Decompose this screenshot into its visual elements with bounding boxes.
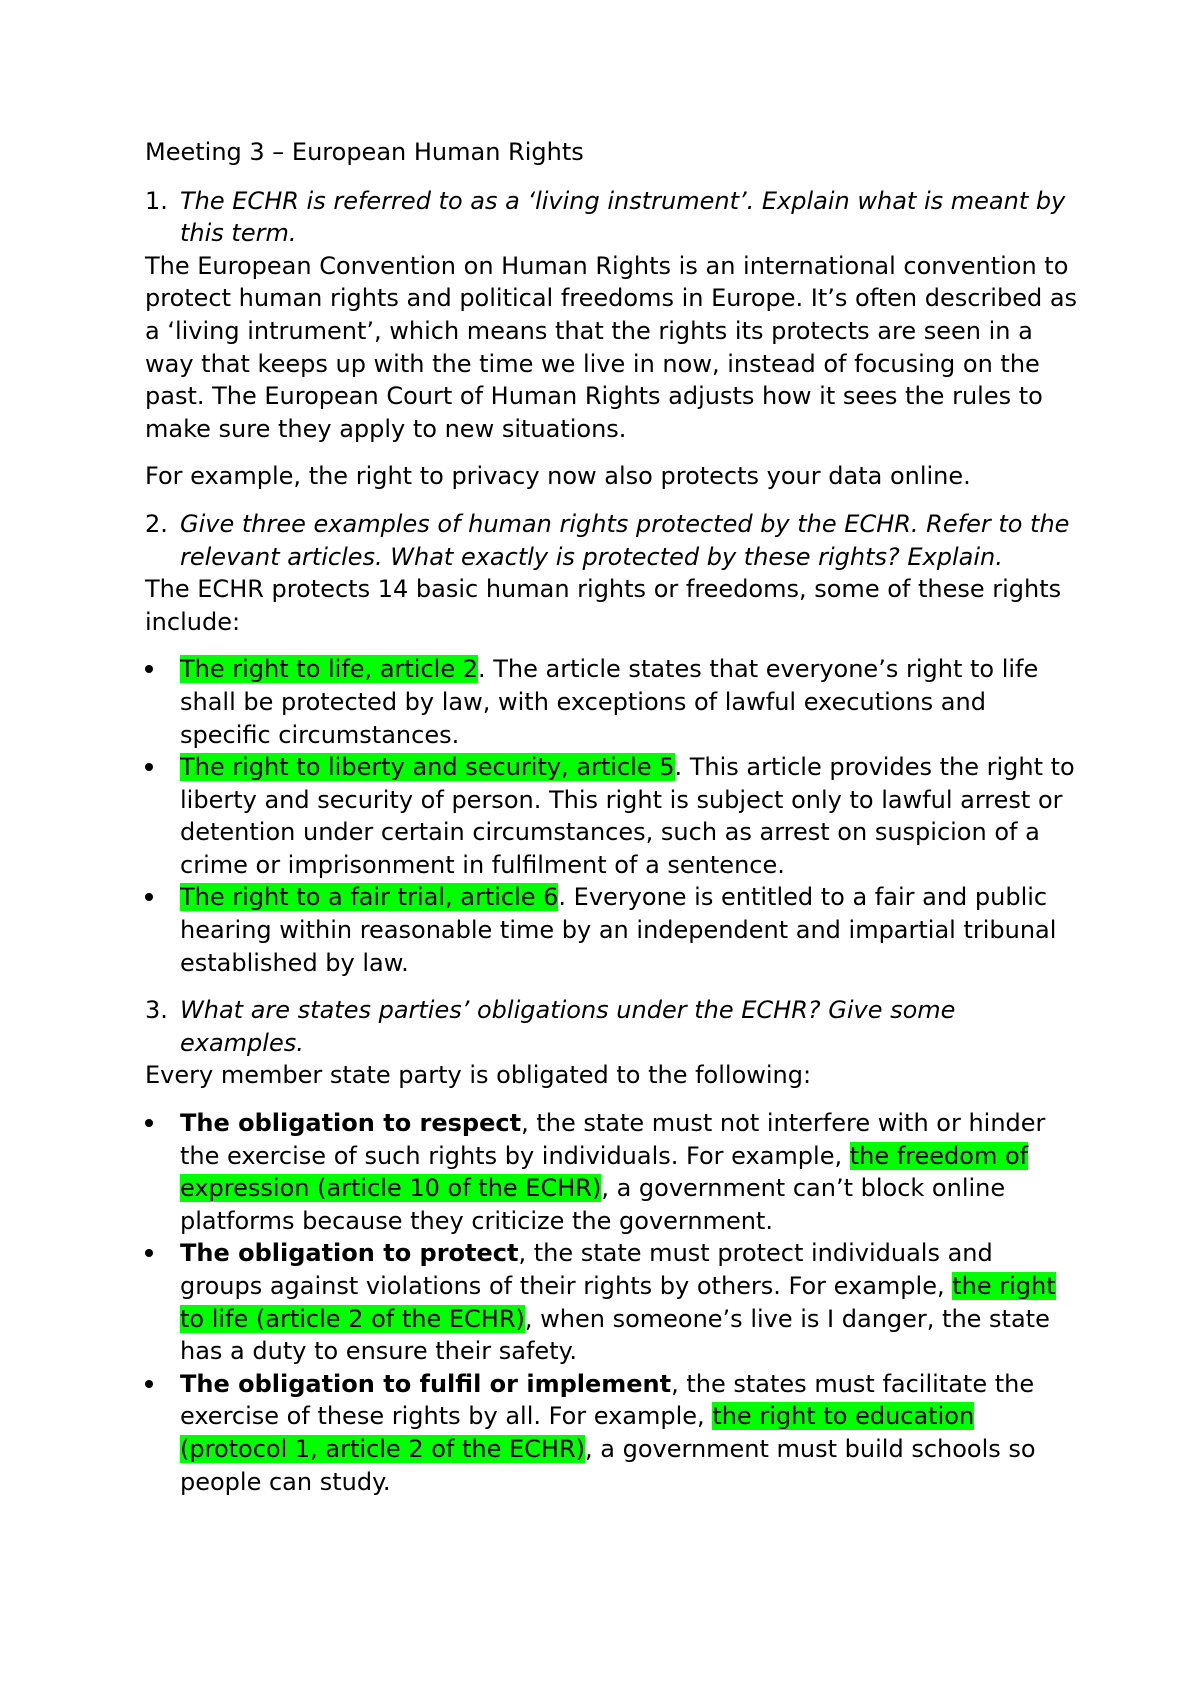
question-2-number: 2. xyxy=(145,509,168,538)
list-item xyxy=(145,881,1080,979)
obligation-description: , the state must not interfere with or hinder the exercise of such rights by individuals. For example, xyxy=(180,1109,1046,1170)
obligation-name: The obligation to respect xyxy=(180,1109,522,1138)
answer-2-intro: The ECHR protects 14 basic human rights or freedoms, some of these rights include: xyxy=(145,575,1062,636)
answer-1-paragraph-2: For example, the right to privacy now also protects your data online. xyxy=(145,462,971,491)
right-description: . The article states that everyone’s right to life shall be protected by law, with exceptions of lawful executions and specific circumstances. xyxy=(180,655,1039,749)
list-item xyxy=(145,1107,1080,1237)
highlighted-example: the freedom of expression (article 10 of the ECHR) xyxy=(180,1141,1029,1203)
document-page xyxy=(145,136,1080,1513)
bullet-icon xyxy=(145,1368,180,1498)
answer-3-intro: Every member state party is obligated to the following: xyxy=(145,1061,812,1090)
bullet-icon xyxy=(145,751,180,881)
obligation-description: , the state must protect individuals and groups against violations of their rights by others. For example, xyxy=(180,1239,993,1300)
list-item xyxy=(145,653,1080,751)
highlighted-example: the right to life (article 2 of the ECHR) xyxy=(180,1272,1056,1333)
obligation-description: , the states must facilitate the exercise of these rights by all. For example, xyxy=(180,1369,1035,1431)
document-title: Meeting 3 – European Human Rights xyxy=(145,138,584,166)
question-3-number: 3. xyxy=(145,996,168,1025)
question-2 xyxy=(145,508,1080,573)
obligation-name: The obligation to protect xyxy=(180,1239,519,1268)
question-3-text: What are states parties’ obligations under the ECHR? Give some examples. xyxy=(180,996,956,1057)
rights-list xyxy=(145,653,1080,979)
bullet-icon xyxy=(145,1237,180,1367)
obligation-example-text: , a government must build schools so people can study. xyxy=(180,1434,1036,1496)
highlighted-example: the right to education (protocol 1, article 2 of the ECHR) xyxy=(180,1402,975,1463)
bullet-icon xyxy=(145,1107,180,1237)
list-item xyxy=(145,1237,1080,1367)
list-item xyxy=(145,1368,1080,1498)
highlighted-right: The right to a fair trial, article 6 xyxy=(180,883,559,912)
question-3 xyxy=(145,994,1080,1059)
obligation-example-text: , a government can’t block online platforms because they criticize the government. xyxy=(180,1174,1006,1235)
obligation-example-text: , when someone’s live is I danger, the state has a duty to ensure their safety. xyxy=(180,1304,1050,1366)
bullet-icon xyxy=(145,881,180,979)
list-item xyxy=(145,751,1080,881)
question-2-text: Give three examples of human rights protected by the ECHR. Refer to the relevant articles. What exactly is protected by these rights? Explain. xyxy=(180,509,1070,571)
obligation-name: The obligation to fulfil or implement xyxy=(180,1369,672,1398)
obligations-list xyxy=(145,1107,1080,1498)
question-1-text: The ECHR is referred to as a ‘living instrument’. Explain what is meant by this term. xyxy=(180,186,1066,248)
highlighted-right: The right to life, article 2 xyxy=(180,655,478,684)
answer-1-paragraph-1: The European Convention on Human Rights is an international convention to protect human rights and political freedoms in Europe. It’s often described as a ‘living intrument’, which means that the rights its protects are seen in a way that keeps up with the time we live in now, instead of focusing on the past. The European Court of Human Rights adjusts how it sees the rules to make sure they apply to new situations. xyxy=(145,251,1078,443)
question-1 xyxy=(145,185,1080,250)
highlighted-right: The right to liberty and security, article 5 xyxy=(180,753,675,782)
bullet-icon xyxy=(145,653,180,751)
question-1-number: 1. xyxy=(145,186,168,215)
right-description: . Everyone is entitled to a fair and public hearing within reasonable time by an independent and impartial tribunal established by law. xyxy=(180,883,1057,977)
right-description: . This article provides the right to liberty and security of person. This right is subject only to lawful arrest or detention under certain circumstances, such as arrest on suspicion of a crime or imprisonment in fulfilment of a sentence. xyxy=(180,753,1075,879)
